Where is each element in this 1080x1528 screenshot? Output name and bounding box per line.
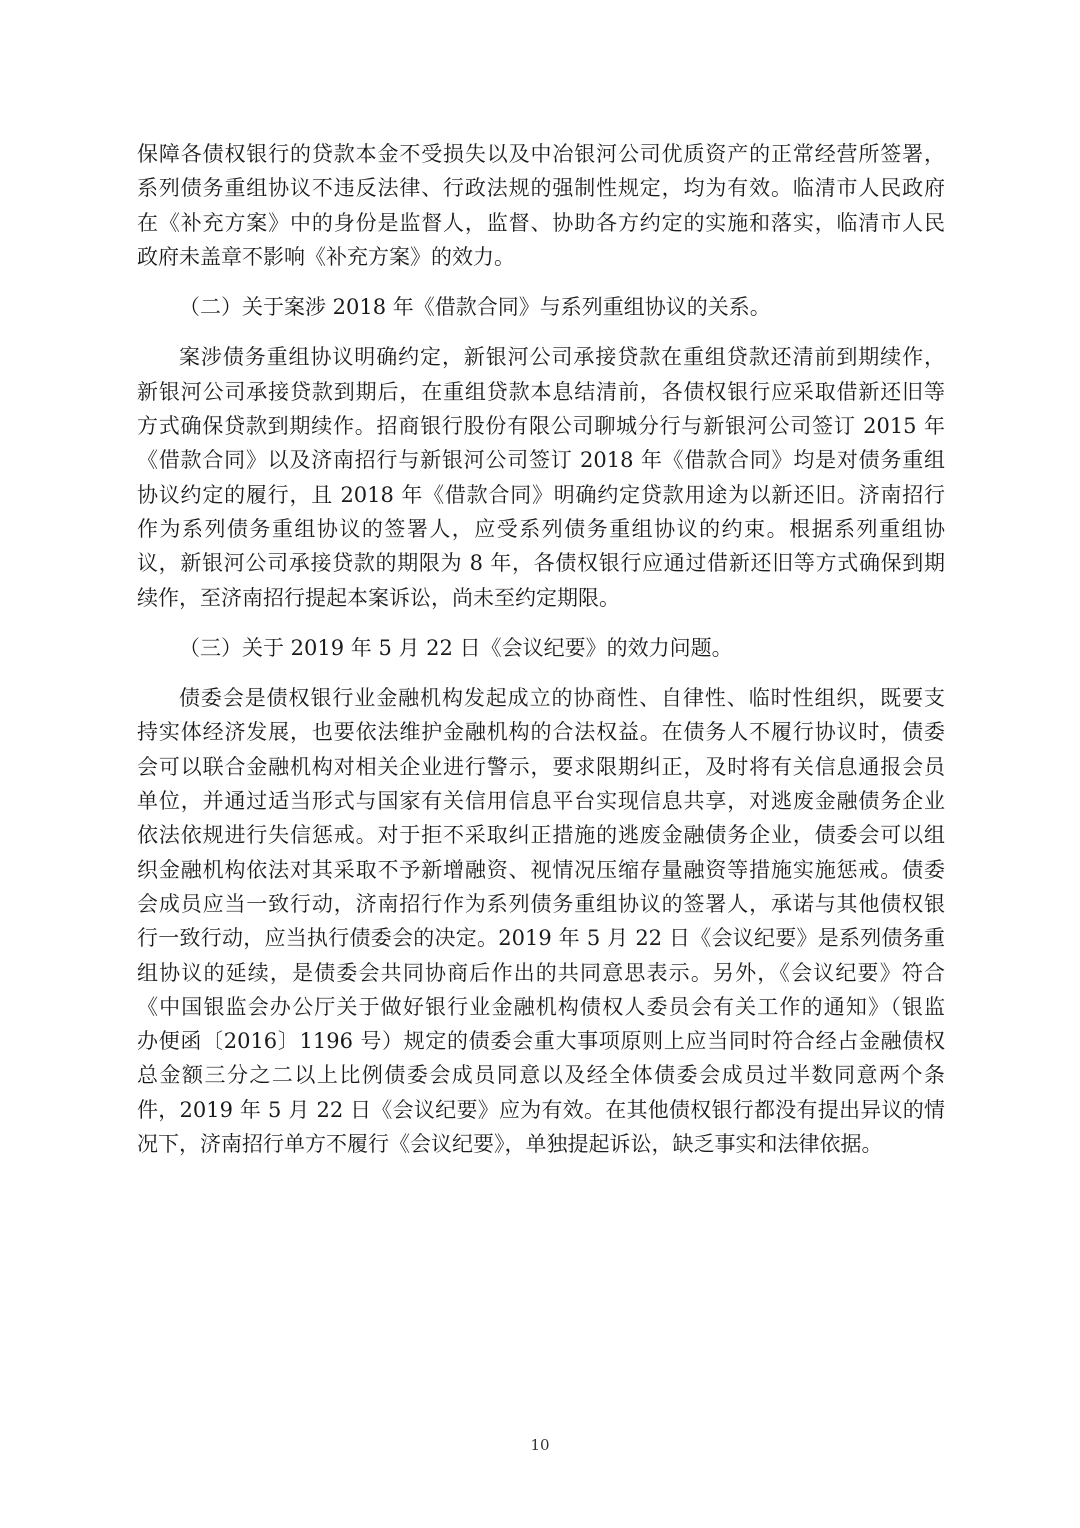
text-line: 单位，并通过适当形式与国家有关信用信息平台实现信息共享，对逃废金融债务企业 <box>137 789 945 814</box>
text-line: 续作，至济南招行提起本案诉讼，尚未至约定期限。 <box>137 585 620 610</box>
text-line: 方式确保贷款到期续作。招商银行股份有限公司聊城分行与新银河公司签订 2015 年 <box>137 414 945 439</box>
text-line: 《中国银监会办公厅关于做好银行业金融机构债权人委员会有关工作的通知》（银监 <box>137 994 945 1019</box>
text-line: 案涉债务重组协议明确约定，新银河公司承接贷款在重组贷款还清前到期续作， <box>179 345 945 370</box>
page-number: 10 <box>530 1436 550 1454</box>
text-line: 在《补充方案》中的身份是监督人，监督、协助各方约定的实施和落实，临清市人民 <box>137 210 945 235</box>
section-heading <box>137 290 945 324</box>
text-line: 会可以联合金融机构对相关企业进行警示，要求限期纠正，及时将有关信息通报会员 <box>137 754 945 779</box>
text-line: 《借款合同》以及济南招行与新银河公司签订 2018 年《借款合同》均是对债务重组 <box>137 448 945 473</box>
text-line: 件，2019 年 5 月 22 日《会议纪要》应为有效。在其他债权银行都没有提出异议的情 <box>137 1097 945 1122</box>
text-line: 作为系列债务重组协议的签署人，应受系列债务重组协议的约束。根据系列重组协 <box>137 516 945 541</box>
text-line: 保障各债权银行的贷款本金不受损失以及中冶银河公司优质资产的正常经营所签署， <box>137 142 945 166</box>
section-heading <box>137 631 945 665</box>
text-line: （三）关于 2019 年 5 月 22 日《会议纪要》的效力问题。 <box>179 635 733 660</box>
text-line: 总金额三分之二以上比例债委会成员同意以及经全体债委会成员过半数同意两个条 <box>137 1063 945 1088</box>
text-line: 会成员应当一致行动，济南招行作为系列债务重组协议的签署人，承诺与其他债权银 <box>137 891 945 916</box>
text-line: 新银河公司承接贷款到期后，在重组贷款本息结清前，各债权银行应采取借新还旧等 <box>137 379 945 404</box>
text-line: 议，新银河公司承接贷款的期限为 8 年，各债权银行应通过借新还旧等方式确保到期 <box>137 551 945 576</box>
text-line: 政府未盖章不影响《补充方案》的效力。 <box>137 244 515 269</box>
body-paragraph <box>137 681 945 1161</box>
text-line: 协议约定的履行，且 2018 年《借款合同》明确约定贷款用途为以新还旧。济南招行 <box>137 482 945 507</box>
text-line: （二）关于案涉 2018 年《借款合同》与系列重组协议的关系。 <box>179 295 771 320</box>
text-line: 债委会是债权银行业金融机构发起成立的协商性、自律性、临时性组织，既要支 <box>179 686 945 711</box>
text-line: 依法依规进行失信惩戒。对于拒不采取纠正措施的逃废金融债务企业，债委会可以组 <box>137 823 945 848</box>
text-line: 办便函〔2016〕1196 号）规定的债委会重大事项原则上应当同时符合经占金融债权 <box>137 1029 945 1054</box>
text-line: 况下，济南招行单方不履行《会议纪要》，单独提起诉讼，缺乏事实和法律依据。 <box>137 1132 883 1157</box>
document-body <box>137 137 945 1177</box>
text-line: 系列债务重组协议不违反法律、行政法规的强制性规定，均为有效。临清市人民政府 <box>137 176 945 201</box>
text-line: 行一致行动，应当执行债委会的决定。2019 年 5 月 22 日《会议纪要》是系列债务重 <box>137 926 945 951</box>
body-paragraph <box>137 340 945 614</box>
text-line: 组协议的延续，是债委会共同协商后作出的共同意思表示。另外，《会议纪要》符合 <box>137 960 945 985</box>
text-line: 织金融机构依法对其采取不予新增融资、视情况压缩存量融资等措施实施惩戒。债委 <box>137 857 945 882</box>
body-paragraph <box>137 137 945 274</box>
text-line: 持实体经济发展，也要依法维护金融机构的合法权益。在债务人不履行协议时，债委 <box>137 720 945 745</box>
